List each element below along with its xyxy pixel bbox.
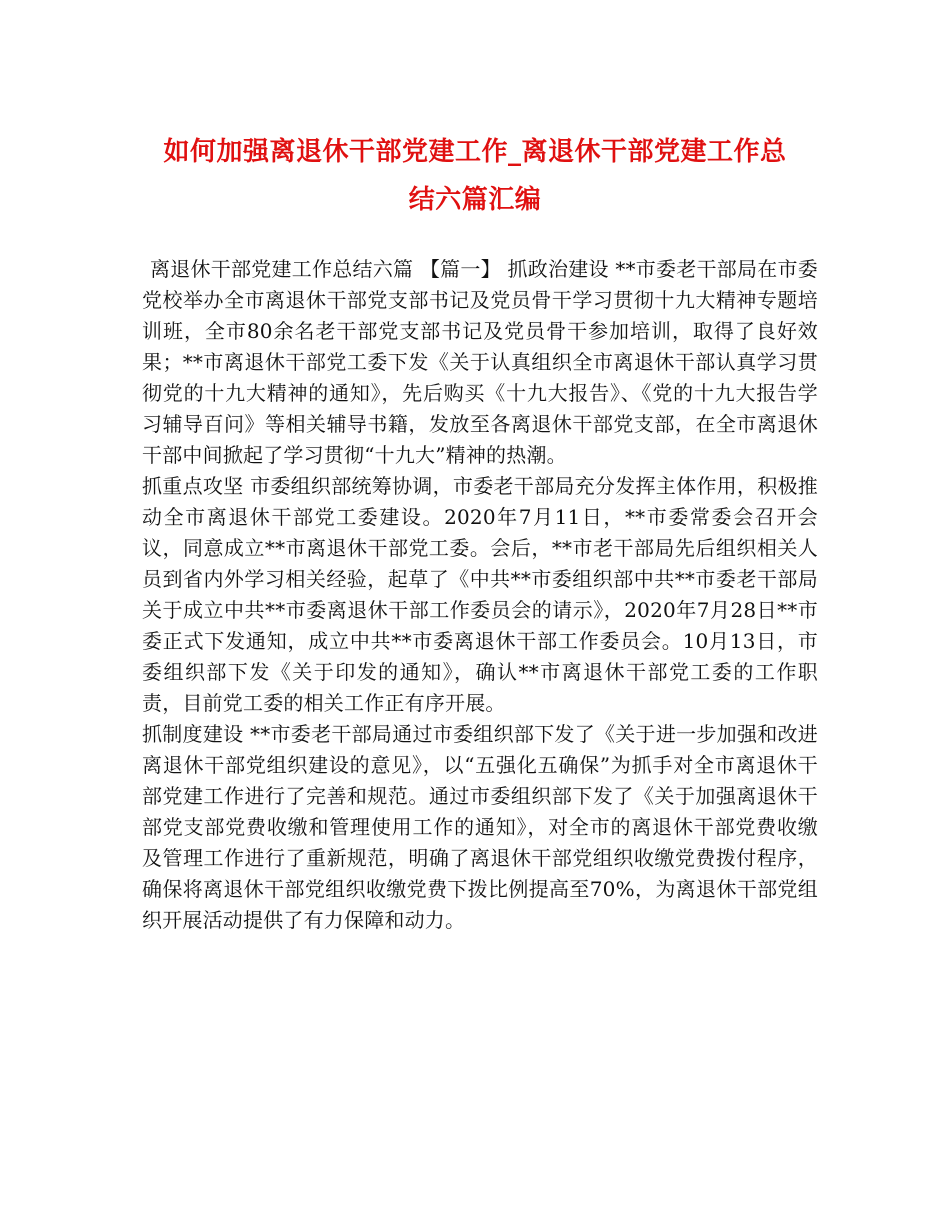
title-line-2: 结六篇汇编 (408, 185, 542, 215)
paragraph-political-building: 离退休干部党建工作总结六篇 【篇一】 抓政治建设 **市委老干部局在市委党校举办全市离退休干部党支部书记及党员骨干学习贯彻十九大精神专题培训班，全市80余名老干部党支部书记及党员骨干参加培训，取得了良好效果；**市离退休干部党工委下发《关于认真组织全市离退休干部认真学习贯彻党的十九大精神的通知》，先后购买《十九大报告》、《党的十九大报告学习辅导百问》等相关辅导书籍，发放至各离退休干部党支部，在全市离退休干部中间掀起了学习贯彻“十九大”精神的热潮。 (142, 257, 818, 467)
document-body (142, 254, 818, 936)
document-title (120, 128, 830, 224)
paragraph-key-tasks: 抓重点攻坚 市委组织部统筹协调，市委老干部局充分发挥主体作用，积极推动全市离退休干部党工委建设。2020年7月11日，**市委常委会召开会议，同意成立**市离退休干部党工委。会后，**市老干部局先后组织相关人员到省内外学习相关经验，起草了《中共**市委组织部中共**市委老干部局关于成立中共**市委离退休干部工作委员会的请示》，2020年7月28日**市委正式下发通知，成立中共**市委离退休干部工作委员会。10月13日，市委组织部下发《关于印发的通知》，确认**市离退休干部党工委的工作职责，目前党工委的相关工作正有序开展。 (142, 474, 818, 715)
paragraph-system-building: 抓制度建设 **市委老干部局通过市委组织部下发了《关于进一步加强和改进离退休干部党组织建设的意见》，以“五强化五确保”为抓手对全市离退休干部党建工作进行了完善和规范。通过市委组织部下发了《关于加强离退休干部党支部党费收缴和管理使用工作的通知》，对全市的离退休干部党费收缴及管理工作进行了重新规范，明确了离退休干部党组织收缴党费拨付程序，确保将离退休干部党组织收缴党费下拨比例提高至70%，为离退休干部党组织开展活动提供了有力保障和动力。 (142, 722, 818, 932)
title-line-1: 如何加强离退休干部党建工作_离退休干部党建工作总 (163, 137, 787, 167)
